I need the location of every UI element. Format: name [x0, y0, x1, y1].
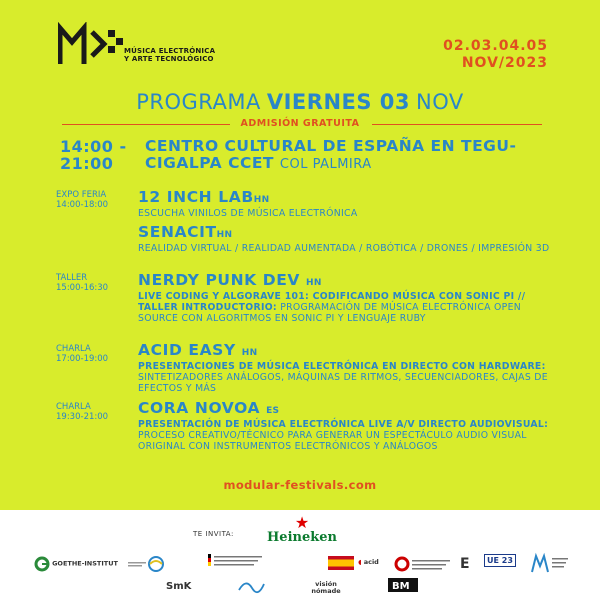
act-name: ACID EASY HN — [138, 341, 258, 359]
act-country: ES — [266, 406, 280, 416]
act-type: EXPO FERIA — [56, 190, 107, 200]
invite-label: TE INVITA: — [193, 530, 234, 538]
act-name: 12 INCH LABHN — [138, 188, 270, 206]
logo-tagline-line1: MÚSICA ELECTRÓNICA — [124, 47, 216, 55]
title-programa: PROGRAMA — [136, 90, 261, 114]
act-name: NERDY PUNK DEV HN — [138, 271, 322, 289]
act-type: TALLER — [56, 273, 88, 283]
svg-text:BM: BM — [392, 581, 410, 592]
heineken-wordmark: Heineken — [267, 530, 337, 545]
act-type: CHARLA — [56, 344, 91, 354]
act-label — [56, 273, 108, 293]
venue-neighborhood: COL PALMIRA — [279, 157, 372, 172]
museum-logo-icon — [530, 552, 570, 574]
act-label — [56, 344, 108, 364]
act-block — [138, 400, 558, 452]
vision-nomade-logo: visión nómade — [311, 580, 341, 595]
act-time: 14:00-18:00 — [56, 200, 109, 210]
spain-flag-icon — [328, 556, 354, 570]
venue-line1: CENTRO CULTURAL DE ESPAÑA EN TEGU- — [145, 137, 517, 155]
act-time: 17:00-19:00 — [56, 354, 109, 364]
main-venue — [145, 138, 565, 173]
logo-tagline — [124, 47, 215, 63]
act-label — [56, 190, 108, 210]
act-type: CHARLA — [56, 402, 91, 412]
act-description: REALIDAD VIRTUAL / REALIDAD AUMENTADA / ROBÓTICA / DRONES / IMPRESIÓN 3D — [138, 243, 550, 254]
main-time-start: 14:00 - — [60, 137, 127, 156]
germany-embassy-logo-icon — [208, 554, 266, 572]
star-icon: ★ — [294, 513, 310, 532]
act-country: HN — [306, 278, 322, 288]
act-country: HN — [241, 348, 258, 358]
act-country: HN — [253, 195, 270, 205]
festival-dates — [443, 38, 548, 72]
acid-logo: ◖ acid — [358, 558, 379, 566]
act-time: 15:00-16:30 — [56, 283, 109, 293]
svg-text:E: E — [460, 556, 470, 572]
act-description: ESCUCHA VINILOS DE MÚSICA ELECTRÓNICA — [138, 208, 358, 219]
goethe-icon — [34, 556, 50, 572]
page-title — [0, 90, 600, 114]
act-block — [138, 224, 558, 254]
act-block — [138, 189, 558, 219]
act-country: HN — [216, 230, 233, 240]
logo-tagline-line2: Y ARTE TECNOLÓGICO — [124, 55, 214, 63]
act-time: 19:30-21:00 — [56, 412, 109, 422]
ccet-logo-icon — [458, 554, 478, 572]
smk-logo: SmK — [166, 581, 192, 592]
sponsors-bar — [0, 510, 600, 600]
ue23-logo: UE 23 — [484, 554, 516, 567]
act-label — [56, 402, 108, 422]
admission-label: ADMISIÓN GRATUITA — [240, 118, 360, 129]
act-name: SENACITHN — [138, 223, 233, 241]
main-event-time — [60, 138, 127, 172]
act-description: LIVE CODING Y ALGORAVE 101: CODIFICANDO MÚSICA CON SONIC PI // TALLER INTRODUCTORIO: PROGRAMACIÓN DE MÚSICA ELECTRÓNICA OPEN SOURCE CON ALGORITMOS EN SONIC PI Y LENGUAJE RUBY — [138, 291, 526, 324]
title-day: VIERNES 03 — [266, 90, 411, 114]
flor-de-cana-logo-icon — [236, 576, 266, 596]
bm-logo-icon — [388, 578, 418, 596]
festival-url[interactable]: modular-festivals.com — [223, 478, 377, 492]
act-description: PRESENTACIONES DE MÚSICA ELECTRÓNICA EN DIRECTO CON HARDWARE: SINTETIZADORES ANÁLOGOS, MÁQUINAS DE RITMOS, SECUENCIADORES, CAJAS DE EFECTOS Y MÁS — [138, 361, 548, 394]
venue-line2: CIGALPA CCET — [145, 154, 274, 172]
cooperacion-logo-icon — [394, 556, 454, 572]
act-name: CORA NOVOA ES — [138, 399, 280, 417]
dates-month: NOV/2023 — [461, 55, 548, 71]
goethe-logo: GOETHE-INSTITUT — [34, 556, 118, 572]
title-month: NOV — [416, 90, 464, 114]
admission-divider-right — [372, 124, 542, 125]
dates-days: 02.03.04.05 — [443, 38, 548, 54]
modular-logo — [58, 22, 128, 66]
heineken-logo — [262, 515, 342, 551]
act-description: PRESENTACIÓN DE MÚSICA ELECTRÓNICA LIVE A/V DIRECTO AUDIOVISUAL: PROCESO CREATIVO/TÉCNICO PARA GENERAR UN ESPECTÁCULO AUDIO VISUAL ORIGINAL CON INSTRUMENTOS ELECTRÓNICOS Y ANÁLOGOS — [138, 419, 549, 452]
cultural-center-logo-icon — [128, 556, 168, 572]
act-block — [138, 342, 558, 394]
act-block — [138, 272, 558, 324]
main-time-end: 21:00 — [60, 154, 114, 173]
